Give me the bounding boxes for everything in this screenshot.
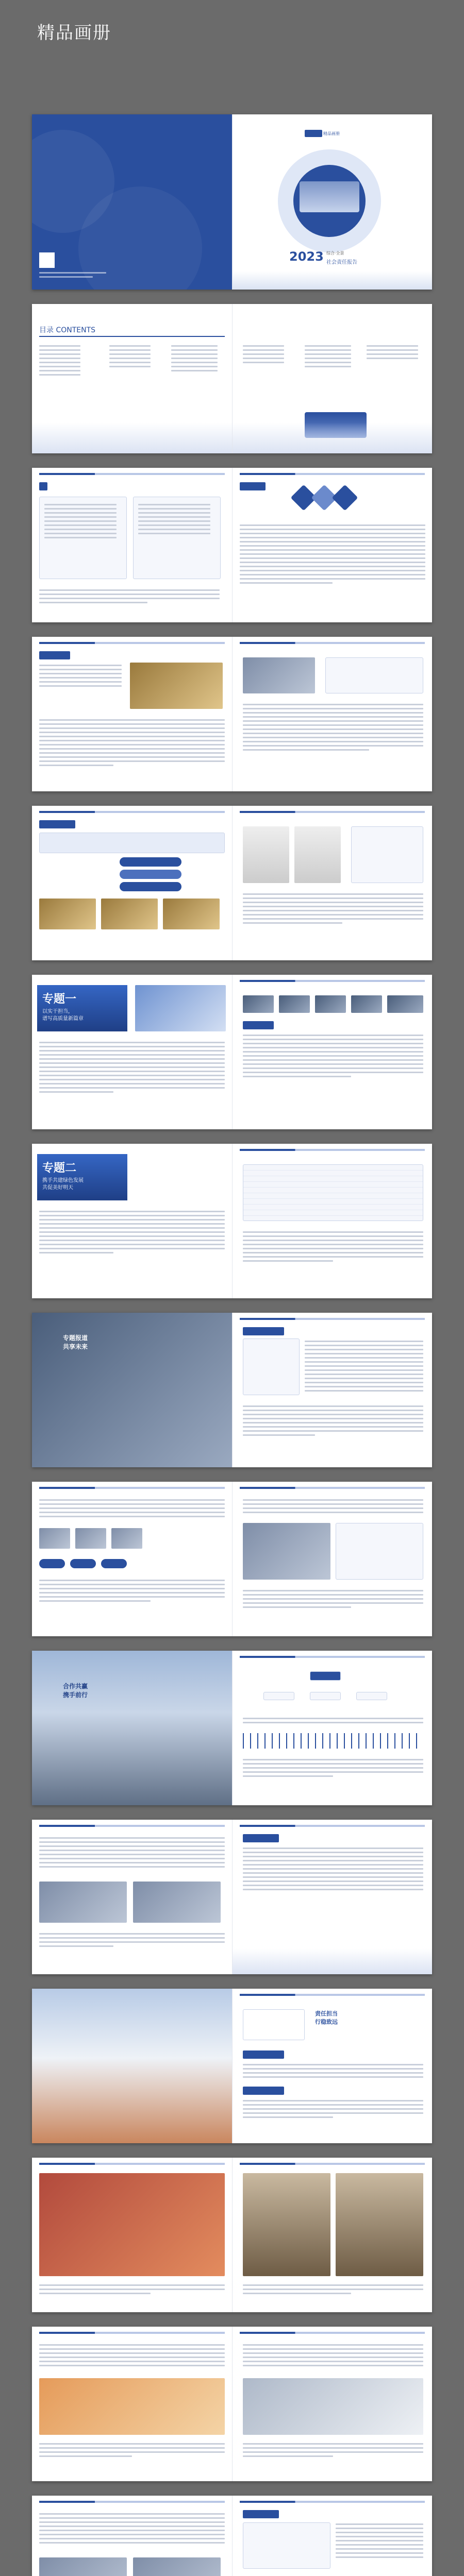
spread-13 — [32, 2158, 432, 2312]
cover-subtitle: 综合·全景 — [326, 251, 344, 256]
page-title: 精品画册 — [37, 22, 111, 43]
overlay-label-3: 责任担当 行稳致远 — [315, 2010, 338, 2025]
spread-special-1 — [32, 975, 432, 1129]
special-1-label: 专题一 — [42, 993, 77, 1006]
qr-code-icon — [39, 252, 55, 268]
cover-skyline — [300, 181, 359, 212]
special-2-label: 专题二 — [42, 1162, 77, 1175]
spread-14 — [32, 2327, 432, 2481]
toc-page-right — [232, 304, 432, 453]
spread-special-2 — [32, 1144, 432, 1298]
page-header — [0, 0, 464, 62]
special-2-text: 携手共建绿色发展 共促美好明天 — [42, 1178, 84, 1191]
front-cover — [232, 114, 432, 290]
spread-4 — [32, 637, 432, 791]
spread-5 — [32, 806, 432, 960]
spread-8 — [32, 1313, 432, 1467]
back-cover — [32, 114, 232, 290]
logo-icon — [305, 130, 322, 137]
spread-9 — [32, 1482, 432, 1636]
spread-11 — [32, 1820, 432, 1974]
cover-year: 2023 — [289, 249, 324, 264]
toc-page — [32, 304, 232, 453]
spread-10 — [32, 1651, 432, 1805]
spread-cover — [32, 114, 432, 290]
spread-15 — [32, 2496, 432, 2576]
toc-title: 目录 CONTENTS — [39, 326, 96, 334]
cover-report-title: 社会责任报告 — [326, 260, 357, 265]
special-2-banner — [37, 1154, 127, 1200]
special-1-text: 以实干担当， 谱写高质量新篇章 — [42, 1009, 84, 1022]
overlay-label-2: 合作共赢 携手前行 — [63, 1683, 88, 1699]
cover-logo-text: 精品画册 — [323, 131, 340, 136]
special-1-banner — [37, 985, 127, 1031]
overlay-label-1: 专题报道 共享未来 — [63, 1334, 88, 1350]
spread-3 — [32, 468, 432, 622]
spread-toc — [32, 304, 432, 453]
spread-12 — [32, 1989, 432, 2143]
